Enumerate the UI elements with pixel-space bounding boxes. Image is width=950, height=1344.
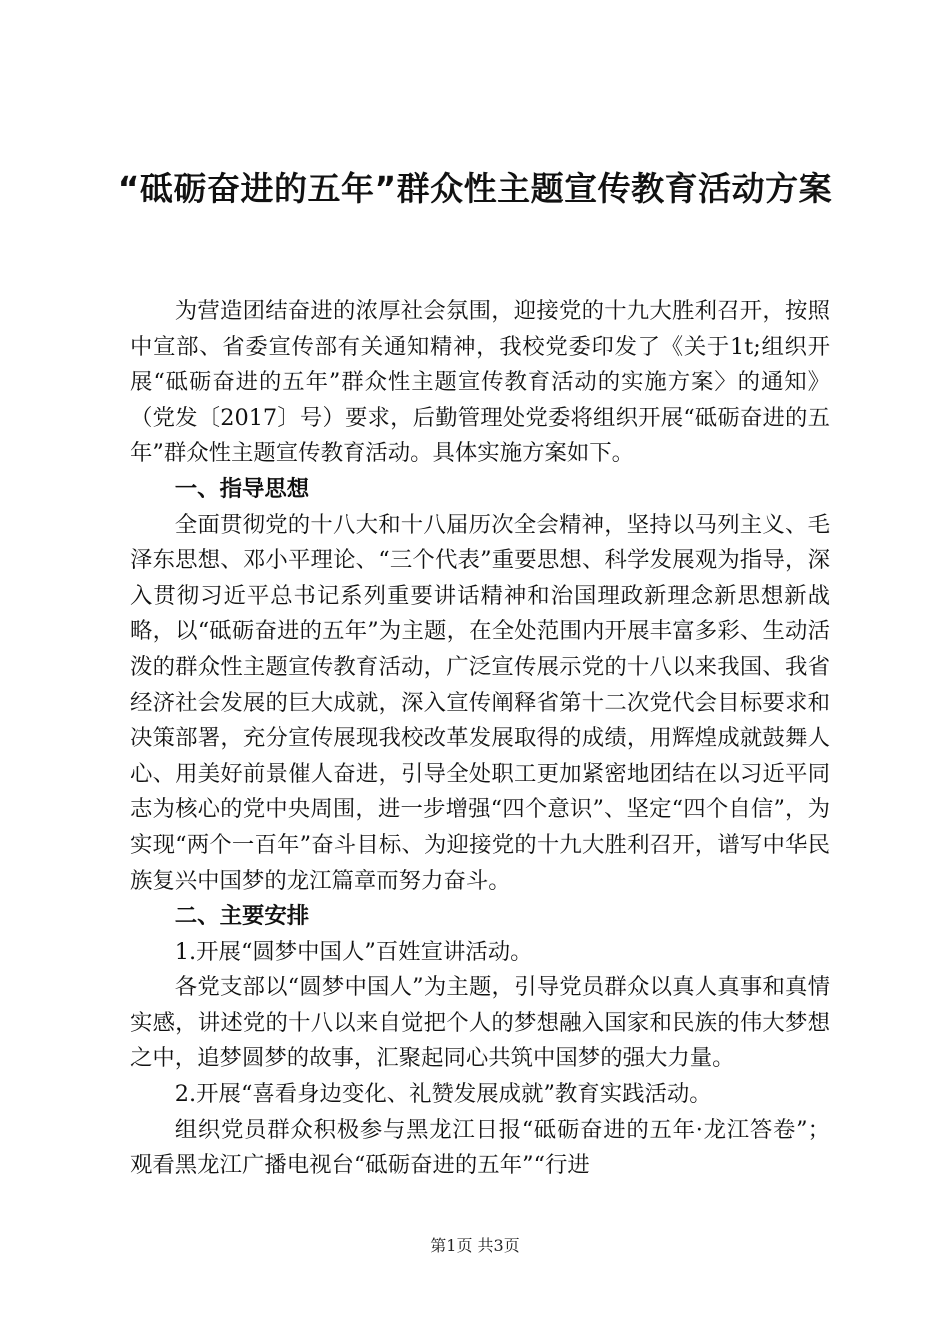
arrangement-item-2-title: 2.开展“喜看身边变化、礼赞发展成就”教育实践活动。	[174, 1081, 712, 1108]
page-number-footer: 第1页 共3页	[430, 1236, 520, 1255]
document-body	[130, 294, 830, 1184]
section-heading-guiding-ideology: 一、指导思想	[174, 475, 310, 502]
arrangement-item-1-title: 1.开展“圆梦中国人”百姓宣讲活动。	[174, 938, 533, 965]
arrangement-item-2-paragraph: 组织党员群众积极参与黑龙江日报“砥砺奋进的五年·龙江答卷”；观看黑龙江广播电视台“砥砺奋进的五年”“行进	[130, 1116, 830, 1179]
arrangement-item-1-paragraph: 各党支部以“圆梦中国人”为主题，引导党员群众以真人真事和真情实感，讲述党的十八以来自觉把个人的梦想融入国家和民族的伟大梦想之中，追梦圆梦的故事，汇聚起同心共筑中国梦的强大力量。	[130, 974, 830, 1072]
document-title: “砥砺奋进的五年”群众性主题宣传教育活动方案	[117, 169, 833, 208]
intro-paragraph: 为营造团结奋进的浓厚社会氛围，迎接党的十九大胜利召开，按照中宣部、省委宣传部有关通知精神，我校党委印发了《关于1t;组织开展“砥砺奋进的五年”群众性主题宣传教育活动的实施方案〉的通知》（党发〔2017〕号）要求，后勤管理处党委将组织开展“砥砺奋进的五年”群众性主题宣传教育活动。具体实施方案如下。	[130, 298, 830, 467]
section-heading-main-arrangements: 二、主要安排	[174, 903, 310, 930]
guiding-ideology-paragraph: 全面贯彻党的十八大和十八届历次全会精神，坚持以马列主义、毛泽东思想、邓小平理论、“三个代表”重要思想、科学发展观为指导，深入贯彻习近平总书记系列重要讲话精神和治国理政新理念新思想新战略，以“砥砺奋进的五年”为主题，在全处范围内开展丰富多彩、生动活泼的群众性主题宣传教育活动，广泛宣传展示党的十八以来我国、我省经济社会发展的巨大成就，深入宣传阐释省第十二次党代会目标要求和决策部署，充分宣传展现我校改革发展取得的成绩，用辉煌成就鼓舞人心、用美好前景催人奋进，引导全处职工更加紧密地团结在以习近平同志为核心的党中央周围，进一步增强“四个意识”、坚定“四个自信”，为实现“两个一百年”奋斗目标、为迎接党的十九大胜利召开，谱写中华民族复兴中国梦的龙江篇章而努力奋斗。	[130, 511, 830, 894]
